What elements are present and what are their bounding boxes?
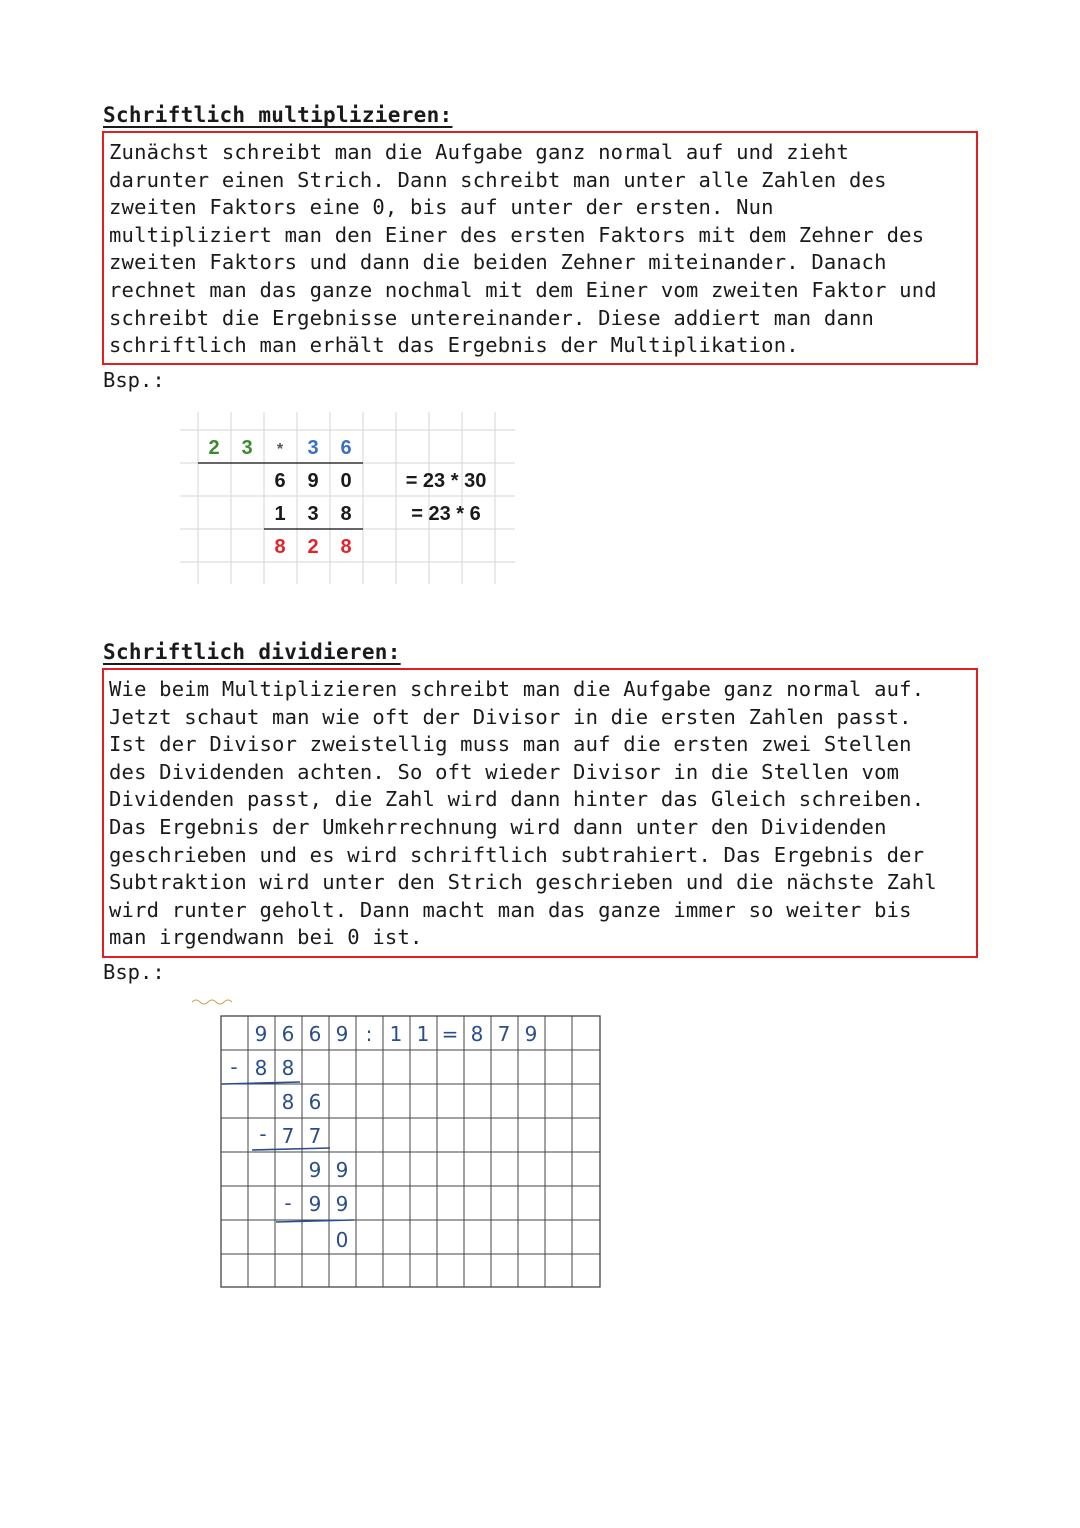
text-line: Jetzt schaut man wie oft der Divisor in die ersten Zahlen passt.: [109, 704, 912, 729]
dividend-digit: 9: [254, 1022, 268, 1046]
text-line: des Dividenden achten. So oft wieder Divisor in die Stellen vom: [109, 759, 900, 784]
quotient-digit: 7: [497, 1022, 511, 1046]
row2-note: = 23 * 6: [411, 503, 481, 525]
factor2-digit: 6: [340, 437, 352, 459]
factor1-digit: 2: [208, 437, 220, 459]
handwritten-logo-icon: [192, 1000, 232, 1004]
result-digit: 2: [307, 536, 319, 558]
divide-explanation-box: [102, 668, 978, 958]
step2-sub-digit: 7: [281, 1124, 295, 1148]
minus-sign: -: [259, 1122, 267, 1146]
step3-digit: 9: [335, 1158, 349, 1182]
text-line: Ist der Divisor zweistellig muss man auf die ersten zwei Stellen: [109, 732, 912, 757]
step2-digit: 6: [308, 1090, 322, 1114]
step2-sub-digit: 7: [308, 1124, 322, 1148]
row1-digit: 0: [340, 470, 352, 492]
factor2-digit: 3: [307, 437, 319, 459]
multiply-bsp-label: Bsp.:: [103, 368, 165, 392]
dividend-digit: 9: [335, 1022, 349, 1046]
dividend-digit: 6: [308, 1022, 322, 1046]
row1-note: = 23 * 30: [405, 470, 487, 492]
quotient-digit: 9: [524, 1022, 538, 1046]
text-line: zweiten Faktors eine 0, bis auf unter der ersten. Nun: [109, 195, 774, 220]
step3-sub-digit: 9: [308, 1192, 322, 1216]
multiply-example-grid: [180, 412, 520, 592]
step3-digit: 9: [308, 1158, 322, 1182]
dividend-digit: 6: [281, 1022, 295, 1046]
multiply-explanation-box: [102, 131, 978, 365]
text-line: darunter einen Strich. Dann schreibt man unter alle Zahlen des: [109, 167, 887, 192]
result-digit: 8: [340, 536, 352, 558]
row1-digit: 6: [274, 470, 286, 492]
row2-digit: 1: [274, 503, 286, 525]
text-line: geschrieben und es wird schriftlich subtrahiert. Das Ergebnis der: [109, 842, 925, 867]
row2-digit: 8: [340, 503, 352, 525]
step3-sub-digit: 9: [335, 1192, 349, 1216]
result-digit: 8: [274, 536, 286, 558]
text-line: multipliziert man den Einer des ersten Faktors mit dem Zehner des: [109, 222, 925, 247]
text-line: Dividenden passt, die Zahl wird dann hinter das Gleich schreiben.: [109, 787, 925, 812]
text-line: zweiten Faktors und dann die beiden Zehner miteinander. Danach: [109, 250, 887, 275]
row2-digit: 3: [307, 503, 319, 525]
text-line: schreibt die Ergebnisse untereinander. Diese addiert man dann: [109, 305, 875, 330]
remainder: 0: [335, 1228, 349, 1252]
multiply-operator: *: [276, 441, 284, 458]
step1-sub-digit: 8: [281, 1056, 295, 1080]
text-line: man irgendwann bei 0 ist.: [109, 925, 423, 950]
step1-sub-digit: 8: [254, 1056, 268, 1080]
divide-example-grid: [190, 996, 610, 1296]
text-line: wird runter geholt. Dann macht man das ganze immer so weiter bis: [109, 897, 912, 922]
text-line: Das Ergebnis der Umkehrrechnung wird dann unter den Dividenden: [109, 814, 887, 839]
text-line: Zunächst schreibt man die Aufgabe ganz normal auf und zieht: [109, 140, 849, 164]
factor1-digit: 3: [241, 437, 253, 459]
quotient-digit: 8: [470, 1022, 484, 1046]
minus-sign: -: [230, 1055, 238, 1079]
text-line: Subtraktion wird unter den Strich geschrieben und die nächste Zahl: [109, 870, 937, 895]
divide-operator: :: [365, 1022, 373, 1046]
divisor-digit: 1: [389, 1022, 403, 1046]
text-line: schriftlich man erhält das Ergebnis der Multiplikation.: [109, 333, 799, 358]
divisor-digit: 1: [416, 1022, 430, 1046]
equals-sign: =: [441, 1022, 459, 1046]
text-line: Wie beim Multiplizieren schreibt man die Aufgabe ganz normal auf.: [109, 677, 925, 701]
row1-digit: 9: [307, 470, 319, 492]
minus-sign: -: [284, 1191, 292, 1215]
step2-digit: 8: [281, 1090, 295, 1114]
divide-heading: Schriftlich dividieren:: [103, 640, 401, 664]
multiply-heading: Schriftlich multiplizieren:: [103, 103, 453, 127]
divide-bsp-label: Bsp.:: [103, 960, 165, 984]
text-line: rechnet man das ganze nochmal mit dem Einer vom zweiten Faktor und: [109, 277, 937, 302]
